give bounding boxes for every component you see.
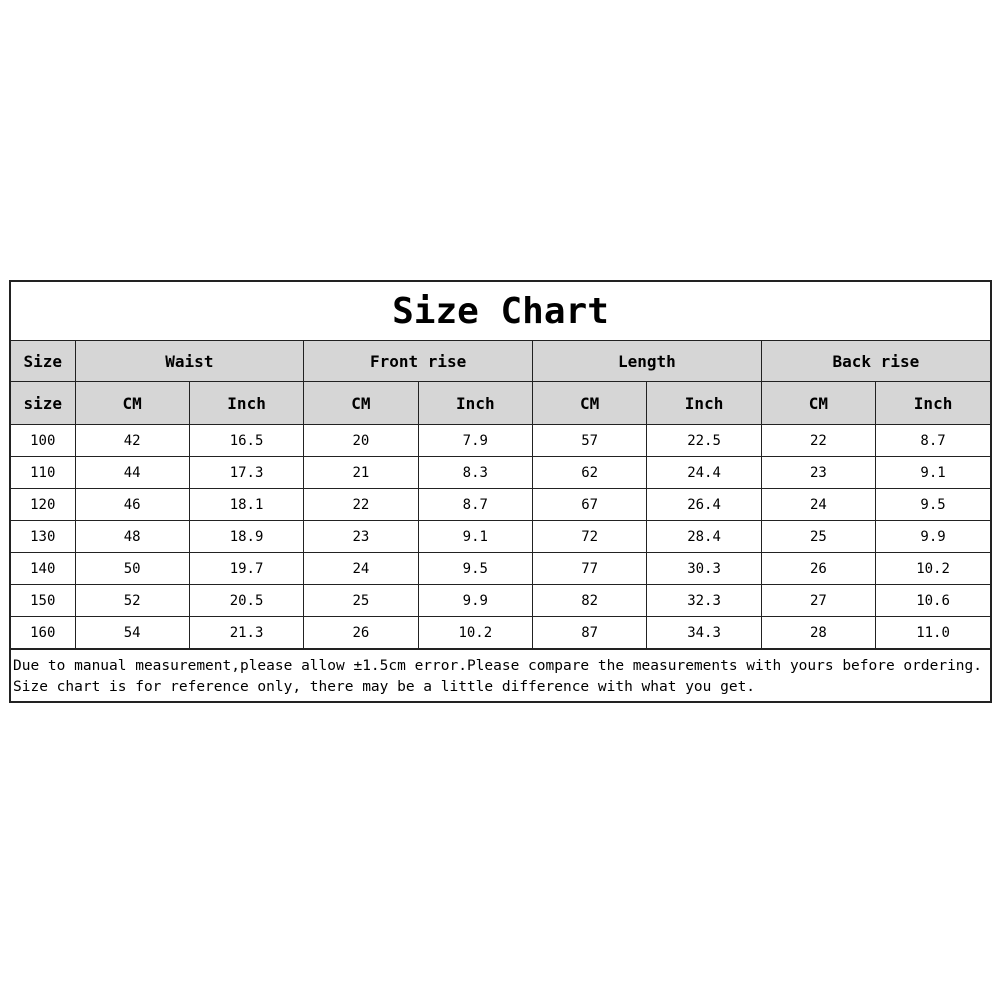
- value-cell: 8.3: [418, 457, 532, 489]
- size-unit-header: size: [11, 382, 75, 425]
- unit-header: CM: [75, 382, 189, 425]
- value-cell: 10.6: [876, 585, 990, 617]
- value-cell: 8.7: [876, 425, 990, 457]
- size-cell: 130: [11, 521, 75, 553]
- value-cell: 9.1: [418, 521, 532, 553]
- value-cell: 18.1: [189, 489, 303, 521]
- value-cell: 44: [75, 457, 189, 489]
- value-cell: 32.3: [647, 585, 761, 617]
- waist-header: Waist: [75, 341, 304, 382]
- value-cell: 7.9: [418, 425, 532, 457]
- size-chart: [9, 280, 992, 703]
- table-row: [11, 617, 990, 649]
- size-cell: 150: [11, 585, 75, 617]
- value-cell: 9.5: [876, 489, 990, 521]
- value-cell: 20.5: [189, 585, 303, 617]
- unit-header-row: [11, 382, 990, 425]
- table-row: [11, 489, 990, 521]
- unit-header: CM: [304, 382, 418, 425]
- unit-header: CM: [533, 382, 647, 425]
- value-cell: 19.7: [189, 553, 303, 585]
- size-cell: 140: [11, 553, 75, 585]
- value-cell: 67: [533, 489, 647, 521]
- value-cell: 8.7: [418, 489, 532, 521]
- value-cell: 26: [304, 617, 418, 649]
- value-cell: 18.9: [189, 521, 303, 553]
- back-rise-header: Back rise: [761, 341, 990, 382]
- value-cell: 20: [304, 425, 418, 457]
- note-line: Size chart is for reference only, there may be a little difference with what you get.: [13, 679, 756, 695]
- value-cell: 34.3: [647, 617, 761, 649]
- value-cell: 52: [75, 585, 189, 617]
- unit-header: Inch: [418, 382, 532, 425]
- value-cell: 87: [533, 617, 647, 649]
- table-row: [11, 553, 990, 585]
- value-cell: 46: [75, 489, 189, 521]
- unit-header: Inch: [189, 382, 303, 425]
- value-cell: 25: [761, 521, 875, 553]
- value-cell: 30.3: [647, 553, 761, 585]
- value-cell: 50: [75, 553, 189, 585]
- value-cell: 11.0: [876, 617, 990, 649]
- unit-header: CM: [761, 382, 875, 425]
- table-row: [11, 585, 990, 617]
- value-cell: 9.9: [418, 585, 532, 617]
- size-header: Size: [11, 341, 75, 382]
- value-cell: 26: [761, 553, 875, 585]
- value-cell: 26.4: [647, 489, 761, 521]
- value-cell: 82: [533, 585, 647, 617]
- value-cell: 21.3: [189, 617, 303, 649]
- value-cell: 27: [761, 585, 875, 617]
- value-cell: 25: [304, 585, 418, 617]
- value-cell: 9.5: [418, 553, 532, 585]
- value-cell: 24.4: [647, 457, 761, 489]
- front-rise-header: Front rise: [304, 341, 533, 382]
- unit-header: Inch: [876, 382, 990, 425]
- value-cell: 23: [761, 457, 875, 489]
- value-cell: 17.3: [189, 457, 303, 489]
- size-cell: 100: [11, 425, 75, 457]
- value-cell: 77: [533, 553, 647, 585]
- value-cell: 28: [761, 617, 875, 649]
- value-cell: 24: [761, 489, 875, 521]
- value-cell: 54: [75, 617, 189, 649]
- unit-header: Inch: [647, 382, 761, 425]
- size-table: [11, 341, 990, 649]
- table-row: [11, 425, 990, 457]
- title-row: [11, 282, 990, 341]
- measurement-note: [11, 649, 990, 701]
- value-cell: 21: [304, 457, 418, 489]
- value-cell: 9.9: [876, 521, 990, 553]
- value-cell: 22: [761, 425, 875, 457]
- value-cell: 22: [304, 489, 418, 521]
- table-row: [11, 457, 990, 489]
- value-cell: 57: [533, 425, 647, 457]
- chart-title: Size Chart: [392, 290, 609, 332]
- value-cell: 24: [304, 553, 418, 585]
- note-line: Due to manual measurement,please allow ±1.5cm error.Please compare the measurements with yours before ordering.: [13, 658, 983, 674]
- value-cell: 48: [75, 521, 189, 553]
- size-cell: 160: [11, 617, 75, 649]
- value-cell: 23: [304, 521, 418, 553]
- value-cell: 28.4: [647, 521, 761, 553]
- value-cell: 10.2: [418, 617, 532, 649]
- value-cell: 72: [533, 521, 647, 553]
- value-cell: 16.5: [189, 425, 303, 457]
- size-cell: 110: [11, 457, 75, 489]
- value-cell: 22.5: [647, 425, 761, 457]
- length-header: Length: [533, 341, 762, 382]
- value-cell: 9.1: [876, 457, 990, 489]
- value-cell: 62: [533, 457, 647, 489]
- table-row: [11, 521, 990, 553]
- value-cell: 42: [75, 425, 189, 457]
- size-cell: 120: [11, 489, 75, 521]
- value-cell: 10.2: [876, 553, 990, 585]
- group-header-row: [11, 341, 990, 382]
